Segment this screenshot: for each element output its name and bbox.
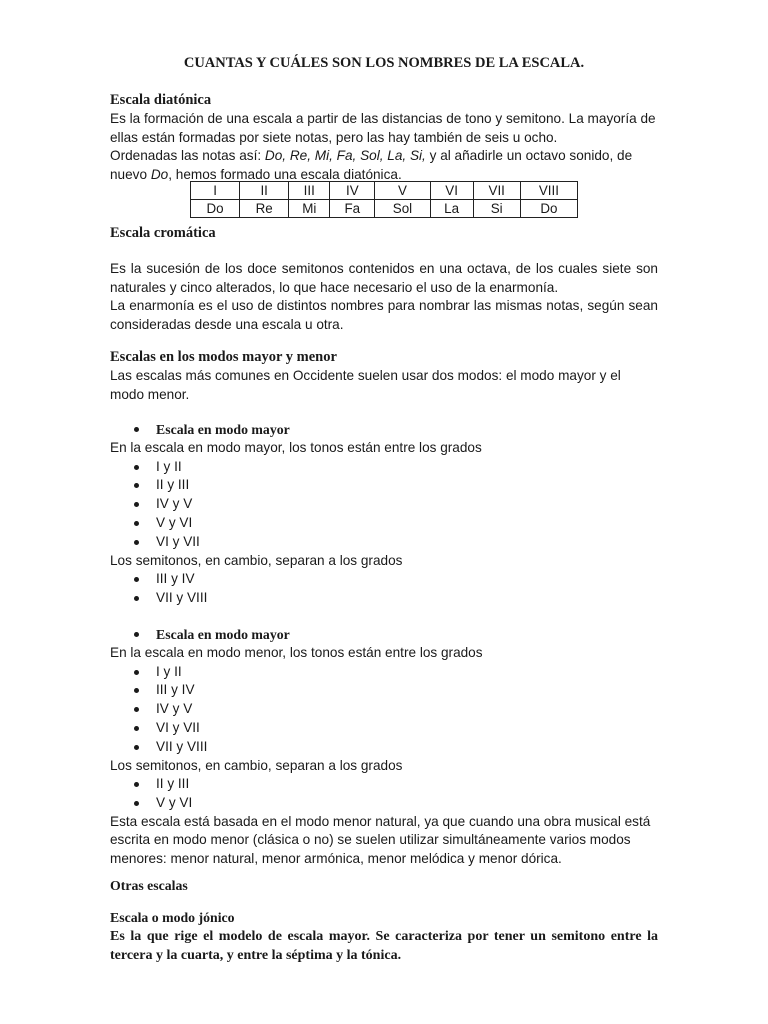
list-item: I y II: [110, 458, 658, 477]
bullet-icon: [134, 632, 139, 637]
document-title: CUANTAS Y CUÁLES SON LOS NOMBRES DE LA ESCALA.: [183, 55, 585, 71]
table-cell: Do: [520, 200, 577, 218]
section-jonico: [110, 908, 658, 965]
note-sequence: Do, Re, Mi, Fa, Sol, La, Si,: [264, 148, 426, 164]
list-item: IV y V: [110, 700, 658, 719]
list-item: II y III: [110, 775, 658, 794]
heading-jonico: Escala o modo jónico: [110, 910, 235, 925]
table-cell: Fa: [330, 200, 375, 218]
text-fragment: y al añadirle un octavo sonido, de nuevo: [110, 148, 633, 182]
paragraph-cromatica-2: La enarmonía es el uso de distintos nombres para nombrar las mismas notas, según sean consideradas desde una escala u otra.: [110, 298, 658, 332]
bullet-icon: [134, 427, 139, 432]
list-item: VI y VII: [110, 719, 658, 738]
section-modo-menor: [110, 625, 658, 869]
table-cell: I: [191, 182, 240, 200]
table-cell: Mi: [289, 200, 330, 218]
list-item: VI y VII: [110, 533, 658, 552]
list-item: V y VI: [110, 794, 658, 813]
intro-semitonos-mayor: Los semitonos, en cambio, separan a los grados: [110, 552, 403, 568]
table-cell: V: [375, 182, 430, 200]
list-item: VII y VIII: [110, 589, 658, 608]
heading-modo-menor: [110, 625, 658, 644]
text-fragment: Ordenadas las notas así:: [110, 148, 265, 164]
table-cell: VIII: [520, 182, 577, 200]
heading-modos: Escalas en los modos mayor y menor: [110, 349, 337, 365]
table-cell: Si: [473, 200, 520, 218]
list-item: V y VI: [110, 514, 658, 533]
table-cell: VII: [473, 182, 520, 200]
table-cell: Re: [240, 200, 289, 218]
heading-cromatica: Escala cromática: [110, 225, 216, 241]
table-row-degrees: [191, 182, 578, 200]
list-semitonos-mayor: [110, 570, 658, 608]
section-cromatica: [110, 224, 658, 334]
table-cell: Sol: [375, 200, 430, 218]
section-otras: [110, 876, 658, 895]
heading-diatonica: Escala diatónica: [110, 92, 212, 108]
list-item: VII y VIII: [110, 738, 658, 757]
list-item: III y IV: [110, 681, 658, 700]
degrees-notes-table: [190, 181, 578, 218]
table-cell: La: [430, 200, 473, 218]
note-do: Do: [150, 166, 169, 182]
table-cell: IV: [330, 182, 375, 200]
heading-text: Escala en modo mayor: [156, 422, 290, 437]
heading-modo-mayor: [110, 420, 658, 439]
table-cell: Do: [191, 200, 240, 218]
heading-otras: Otras escalas: [110, 878, 188, 893]
section-diatonica: [110, 91, 658, 184]
list-item: II y III: [110, 476, 658, 495]
list-tonos-mayor: [110, 458, 658, 552]
list-semitonos-menor: [110, 775, 658, 813]
list-item: IV y V: [110, 495, 658, 514]
paragraph-jonico: Es la que rige el modelo de escala mayor. Se caracteriza por tener un semitono entre la tercera y la cuarta, y entre la séptima y la tónica.: [110, 929, 658, 963]
paragraph-menor-final: Esta escala está basada en el modo menor natural, ya que cuando una obra musical está escrita en modo menor (clásica o no) se suelen utilizar simultáneamente varios modos menores: menor natural, menor armónica, menor melódica y menor dórica.: [110, 813, 651, 866]
list-item: III y IV: [110, 570, 658, 589]
heading-text: Escala en modo mayor: [156, 627, 290, 642]
paragraph-diatonica-2: [110, 147, 658, 184]
list-item: I y II: [110, 663, 658, 682]
intro-semitonos-menor: Los semitonos, en cambio, separan a los grados: [110, 757, 403, 773]
paragraph-diatonica-1: Es la formación de una escala a partir de las distancias de tono y semitono. La mayoría de ellas están formadas por siete notas, pero las hay también de seis u ocho.: [110, 111, 656, 145]
paragraph-modos: Las escalas más comunes en Occidente suelen usar dos modos: el modo mayor y el modo menor.: [110, 368, 621, 402]
intro-tonos-menor: En la escala en modo menor, los tonos están entre los grados: [110, 645, 483, 660]
text-fragment: , hemos formado una escala diatónica.: [168, 166, 402, 182]
table-cell: III: [289, 182, 330, 200]
table-row-notes: [191, 200, 578, 218]
intro-tonos-mayor: En la escala en modo mayor, los tonos están entre los grados: [110, 440, 482, 455]
list-tonos-menor: [110, 663, 658, 757]
table-cell: VI: [430, 182, 473, 200]
section-modos: [110, 348, 658, 404]
table-cell: II: [240, 182, 289, 200]
section-modo-mayor: [110, 420, 658, 608]
paragraph-cromatica-1: Es la sucesión de los doce semitonos contenidos en una octava, de los cuales siete son naturales y cinco alterados, lo que hace necesario el uso de la enarmonía.: [110, 261, 658, 295]
